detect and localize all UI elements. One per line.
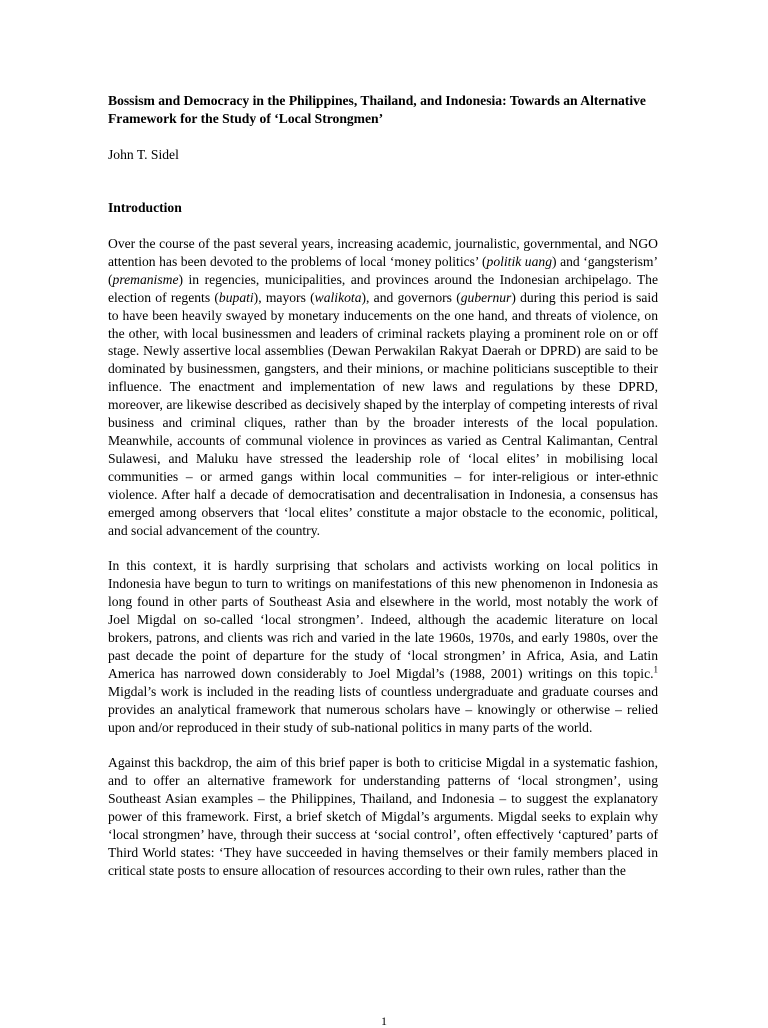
footnote-marker: 1 [653, 664, 658, 675]
body-paragraph [108, 754, 658, 879]
paragraph-text: ) and ‘gangsterism’ ( [108, 253, 658, 287]
paragraph-text: ) in regencies, municipalities, and provinces around the Indonesian archipelago. The election of regents ( [108, 271, 658, 305]
body-paragraph [108, 235, 658, 539]
body-paragraph [108, 557, 658, 736]
italic-term: walikota [314, 289, 362, 305]
paper-title: Bossism and Democracy in the Philippines, Thailand, and Indonesia: Towards an Alternative Framework for the Study of ‘Local Strongmen’ [108, 93, 646, 126]
italic-term: bupati [218, 289, 254, 305]
paragraph-text: In this context, it is hardly surprising that scholars and activists working on local politics in Indonesia have begun to turn to writings on manifestations of this new phenomenon in Indonesia as long found in other parts of Southeast Asia and elsewhere in the world, most notably the work of Joel Migdal on so-called ‘local strongmen’. Indeed, although the academic literature on local brokers, patrons, and clients was rich and varied in the late 1960s, 1970s, and early 1980s, over the past decade the point of departure for the study of ‘local strongmen’ in Africa, Asia, and Latin America has narrowed down considerably to Joel Migdal’s (1988, 2001) writings on this topic. [108, 558, 658, 681]
author-name: John T. Sidel [108, 147, 179, 162]
paragraph-text: Migdal’s work is included in the reading lists of countless undergraduate and graduate courses and provides an analytical framework that numerous scholars have – knowingly or otherwise – relied upon and/or reproduced in their study of sub-national politics in many parts of the world. [108, 683, 658, 735]
paragraph-text: ) during this period is said to have been heavily swayed by monetary inducements on the one hand, and threats of violence, on the other, with local businessmen and leaders of criminal rackets playing a prominent role on or off stage. Newly assertive local assemblies (Dewan Perwakilan Rakyat Daerah or DPRD) are said to be dominated by businessmen, gangsters, and their minions, or machine politicians susceptible to their influence. The enactment and implementation of new laws and regulations by these DPRD, moreover, are likewise described as decisively shaped by the interplay of competing interests of rival business and criminal cliques, rather than by the broader interests of the local population. Meanwhile, accounts of communal violence in provinces as varied as Central Kalimantan, Central Sulawesi, and Maluku have stressed the leadership role of ‘local elites’ in mobilising local communities – or armed gangs within local communities – for inter-religious or inter-ethnic violence. After half a decade of democratisation and decentralisation in Indonesia, a consensus has emerged among observers that ‘local elites’ constitute a major obstacle to the economic, political, and social advancement of the country. [108, 289, 659, 538]
paragraph-text: Against this backdrop, the aim of this brief paper is both to criticise Migdal in a systematic fashion, and to offer an alternative framework for understanding patterns of ‘local strongmen’, using Southeast Asian examples – the Philippines, Thailand, and Indonesia – to suggest the explanatory power of this framework. First, a brief sketch of Migdal’s arguments. Migdal seeks to explain why ‘local strongmen’ have, through their success at ‘social control’, often effectively ‘captured’ parts of Third World states: ‘They have succeeded in having themselves or their family members placed in critical state posts to ensure allocation of resources according to their own rules, rather than the [108, 755, 658, 878]
section-heading: Introduction [108, 200, 182, 215]
italic-term: premanisme [112, 271, 179, 287]
page-content [108, 92, 658, 880]
italic-term: gubernur [460, 289, 512, 305]
paragraph-text: ), and governors ( [361, 289, 461, 305]
page-number: 1 [381, 1014, 387, 1028]
italic-term: politik uang [486, 253, 552, 269]
paragraph-text: ), mayors ( [253, 289, 315, 305]
paragraph-text: Over the course of the past several years, increasing academic, journalistic, governmental, and NGO attention has been devoted to the problems of local ‘money politics’ ( [108, 236, 658, 269]
